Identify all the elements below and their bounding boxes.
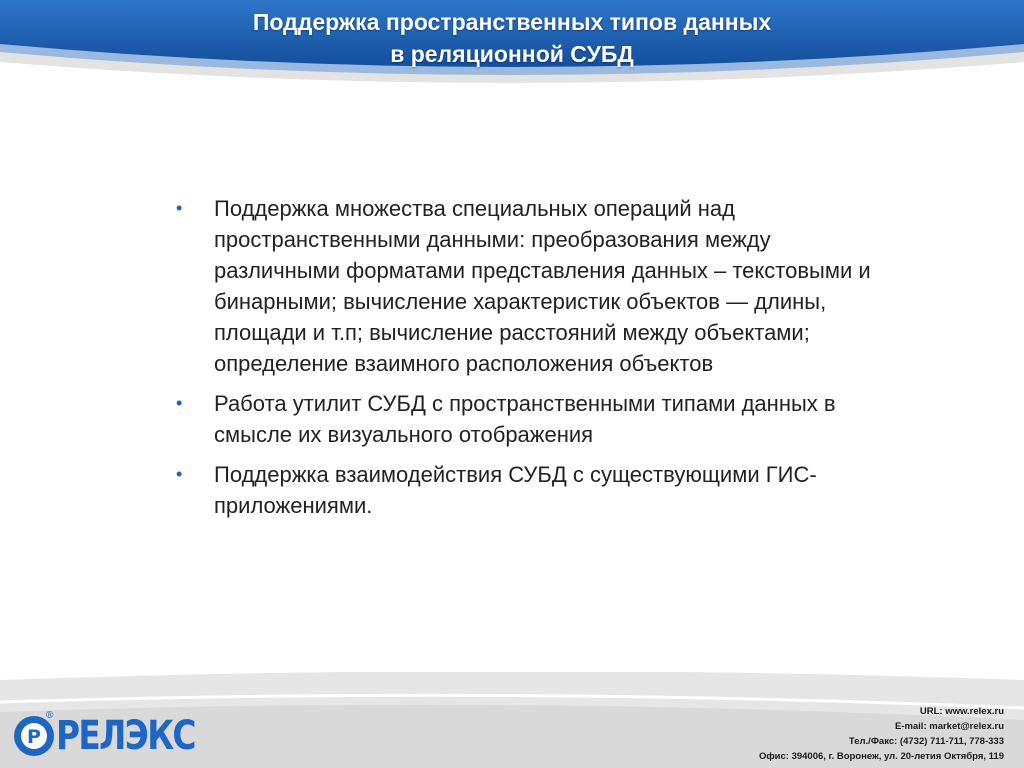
- contact-info: [759, 704, 1004, 764]
- logo-text: РЕЛЭКС: [56, 713, 195, 759]
- relex-logo: [12, 710, 195, 760]
- title-line-1: Поддержка пространственных типов данных: [252, 9, 772, 35]
- contact-url: URL: www.relex.ru: [919, 706, 1004, 717]
- contact-office: Офис: 394006, г. Воронеж, ул. 20-летия Октября, 119: [758, 751, 1004, 762]
- logo-mark-letter: Р: [27, 726, 41, 748]
- title-line-2: в реляционной СУБД: [390, 41, 634, 67]
- list-item: [174, 193, 874, 379]
- contact-email: E-mail: market@relex.ru: [894, 721, 1004, 732]
- contact-phone: Тел./Факс: (4732) 711-711, 778-333: [848, 736, 1004, 747]
- bullet-text: Работа утилит СУБД с пространственными типами данных в смысле их визуального отображения: [214, 391, 836, 447]
- bullet-text: Поддержка взаимодействия СУБД с существующими ГИС-приложениями.: [214, 462, 817, 518]
- header-band: [0, 0, 1024, 92]
- list-item: [174, 388, 874, 450]
- bullet-list: [174, 193, 874, 530]
- page-title: [0, 6, 1024, 70]
- registered-mark: ®: [46, 710, 54, 721]
- bullet-icon: •: [176, 464, 183, 484]
- list-item: [174, 459, 874, 521]
- bullet-text: Поддержка множества специальных операций над пространственными данными: преобразования между различными форматами представления данных – текстовыми и бинарными; вычисление характеристик объектов — длины, площади и т.п; вычисление расстояний между объектами; определение взаимного расположения объектов: [214, 196, 871, 376]
- bullet-icon: •: [176, 393, 183, 413]
- bullet-icon: •: [176, 198, 183, 218]
